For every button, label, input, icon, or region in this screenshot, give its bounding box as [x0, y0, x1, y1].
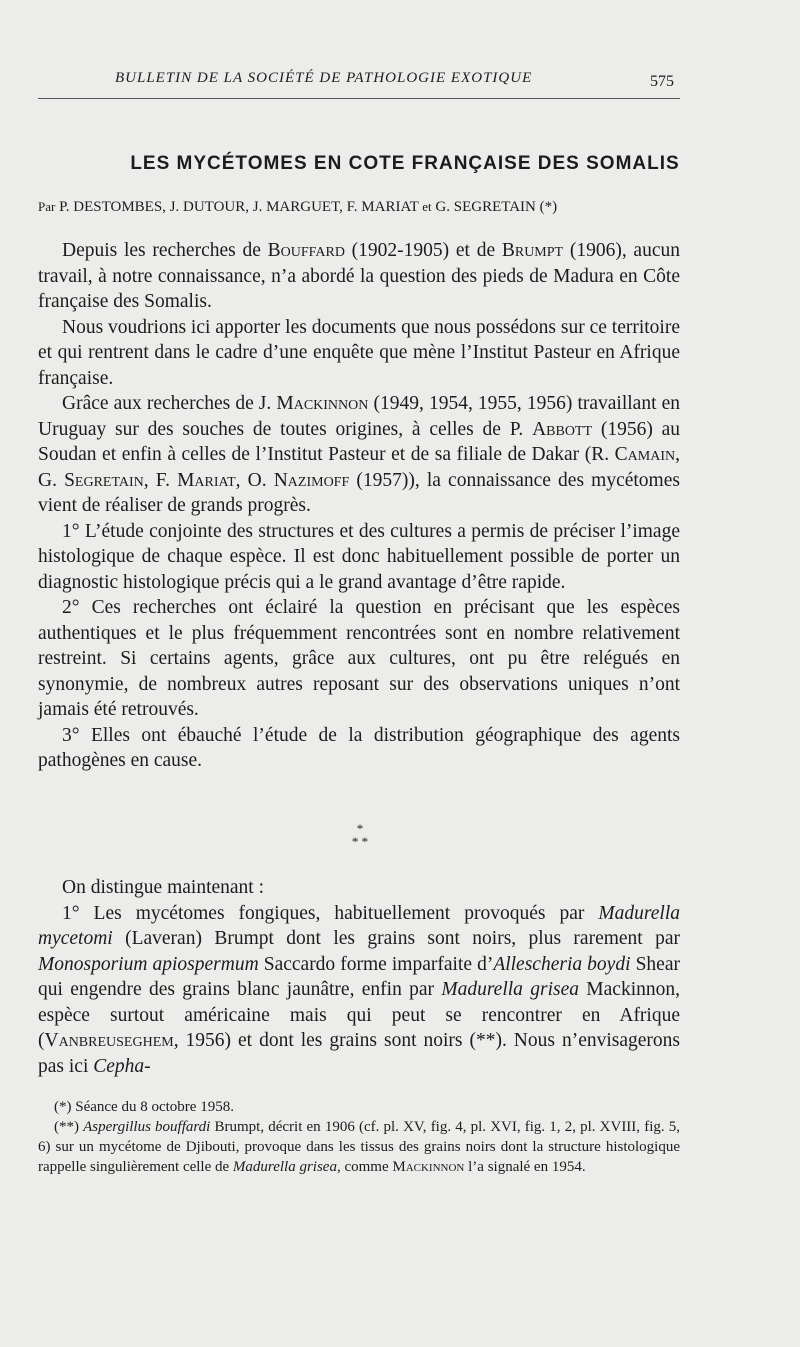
- running-head: BULLETIN DE LA SOCIÉTÉ DE PATHOLOGIE EXOTIQUE: [115, 70, 533, 86]
- article-body: [38, 238, 680, 774]
- paragraph: 2° Ces recherches ont éclairé la question en précisant que les espèces authentiques et le plus fréquemment rencontrées sont en nombre relativement restreint. Si certains agents, grâce aux cultures, ont pu être relégués en synonymie, de nombreux autres reposant sur des observations uniques n’ont jamais été retrouvés.: [38, 597, 680, 720]
- author-ref: Camain: [614, 444, 676, 465]
- text-run: (1957)), la connaissance des mycétomes vient de réaliser de grands progrès.: [38, 469, 680, 516]
- text-run: (1902-1905) et de: [344, 240, 502, 261]
- article-body-continued: [38, 875, 680, 1079]
- text-run: (Laveran) Brumpt dont les grains sont noirs, plus rarement par: [112, 928, 680, 949]
- author-ref: Mariat: [177, 469, 236, 491]
- text-run: Grâce aux recherches de J.: [62, 393, 277, 414]
- text-run: , comme: [336, 1159, 393, 1175]
- text-run: (**): [54, 1119, 84, 1135]
- by-label: Par: [38, 199, 56, 214]
- text-run: Saccardo forme imparfaite d’: [258, 953, 494, 975]
- species-name: Monosporium apiospermum: [38, 953, 259, 975]
- separator-stars-bottom: * *: [351, 834, 369, 849]
- text-run: Shear qui engendre des grains blanc jaunâtre, enfin par: [38, 953, 680, 1000]
- paragraph: 1° L’étude conjointe des structures et des cultures a permis de préciser l’image histologique de chaque espèce. Il est donc habituellement possible de porter un diagnostic histologique précis qui a le grand avantage d’être rapide.: [38, 520, 680, 593]
- author-ref: Mackinnon: [392, 1159, 465, 1175]
- text-run: Mackinnon, espèce surtout américaine mais qui peut se rencontrer en Afrique (: [38, 979, 680, 1051]
- author-ref: Abbott: [532, 418, 593, 440]
- text-run: 1° Les mycétomes fongiques, habituellement provoqués par: [62, 902, 599, 924]
- footnote: (*) Séance du 8 octobre 1958.: [54, 1099, 234, 1115]
- species-name: Madurella grisea: [232, 1159, 337, 1175]
- species-name: Cepha-: [93, 1055, 151, 1077]
- species-name: Madurella mycetomi: [38, 902, 680, 949]
- author-ref: Bouffard: [267, 240, 345, 261]
- paragraph: Nous voudrions ici apporter les documents que nous possédons sur ce territoire et qui rentrent dans le cadre d’une enquête que mène l’Institut Pasteur en Afrique française.: [38, 316, 680, 389]
- author-ref: Brumpt: [501, 240, 564, 261]
- text-run: (1949, 1954, 1955, 1956) travaillant en Uruguay sur des souches de toutes origines, à celles de P.: [38, 393, 680, 440]
- article-title: LES MYCÉTOMES EN COTE FRANÇAISE DES SOMALIS: [130, 153, 680, 174]
- author-line: [38, 199, 758, 216]
- text-run: , G.: [38, 444, 680, 491]
- section-separator: [330, 822, 390, 848]
- footnotes: [38, 1097, 680, 1177]
- separator-star-top: *: [356, 821, 364, 836]
- text-run: , 1956) et dont les grains sont noirs (**). Nous n’envisagerons pas ici: [38, 1030, 680, 1077]
- paragraph: [38, 391, 680, 519]
- header-rule: [38, 98, 680, 99]
- text-run: (1956) au Soudan et enfin à celles de l’Institut Pasteur et de sa filiale de Dakar (R.: [38, 418, 680, 465]
- text-run: Brumpt, décrit en 1906 (cf. pl. XV, fig. 4, pl. XVI, fig. 1, 2, pl. XVIII, fig. 5, 6) sur un mycétome de Djibouti, provoque dans les tissus des grains noirs dont la structure histologique rappelle singulièrement celle de: [38, 1119, 681, 1175]
- text-run: (1906), aucun travail, à notre connaissance, n’a abordé la question des pieds de Madura en Côte française des Somalis.: [38, 240, 680, 312]
- text-run: , O.: [235, 469, 274, 491]
- text-run: Depuis les recherches de: [62, 240, 268, 261]
- species-name: Allescheria boydi: [493, 953, 631, 975]
- paragraph: On distingue maintenant :: [62, 877, 265, 898]
- author-ref: Nazimoff: [273, 469, 350, 491]
- text-run: l’a signalé en 1954.: [464, 1159, 586, 1175]
- last-author: G. SEGRETAIN (*): [435, 199, 558, 215]
- text-run: , F.: [143, 469, 178, 491]
- author-ref: Mackinnon: [276, 393, 369, 414]
- species-name: Madurella grisea: [441, 979, 579, 1000]
- species-name: Aspergillus bouffardi: [83, 1119, 211, 1135]
- and-label: et: [422, 199, 432, 214]
- paragraph: [38, 238, 680, 315]
- author-ref: Segretain: [64, 469, 144, 491]
- footnote: [38, 1117, 680, 1177]
- paragraph: 3° Elles ont ébauché l’étude de la distribution géographique des agents pathogènes en cause.: [38, 724, 680, 771]
- paragraph: [38, 901, 680, 1080]
- author-ref: Vanbreuseghem: [44, 1030, 174, 1051]
- author-names: P. DESTOMBES, J. DUTOUR, J. MARGUET, F. MARIAT: [59, 199, 419, 215]
- page-number: 575: [650, 73, 674, 90]
